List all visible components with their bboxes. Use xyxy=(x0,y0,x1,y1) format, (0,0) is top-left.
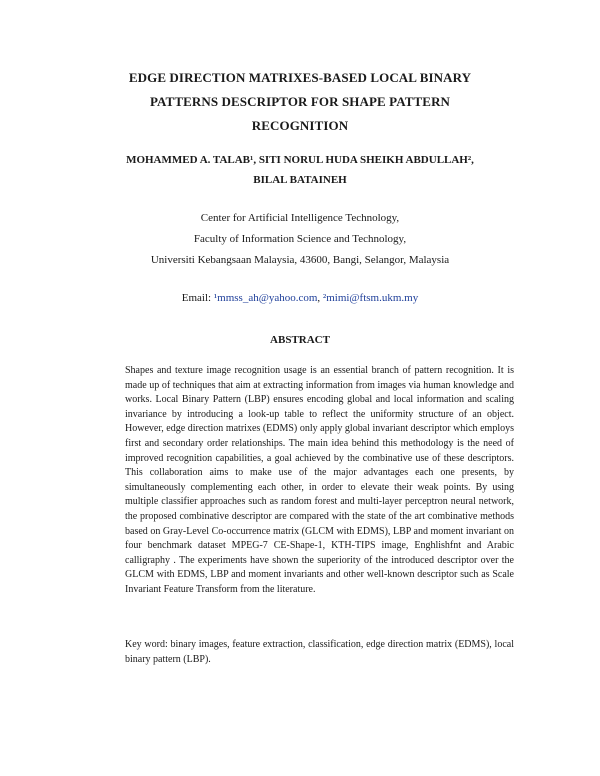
email-label: Email: xyxy=(181,292,214,304)
keywords: Key word: binary images, feature extraction, classification, edge direction matrix (EDMS), local binary pattern (LBP). xyxy=(125,639,514,665)
authors-line-1: MOHAMMED A. TALAB¹, SITI NORUL HUDA SHEIKH ABDULLAH², xyxy=(126,154,474,166)
title-line-3: RECOGNITION xyxy=(251,118,349,133)
affiliation-line-2: Faculty of Information Science and Technology, xyxy=(193,233,407,245)
affiliation xyxy=(60,208,540,271)
title-line-2: PATTERNS DESCRIPTOR FOR SHAPE PATTERN xyxy=(149,94,451,109)
email-line xyxy=(60,290,540,306)
title-line-1: EDGE DIRECTION MATRIXES-BASED LOCAL BINARY xyxy=(128,70,472,85)
email-separator: , xyxy=(317,292,323,304)
author-list xyxy=(50,150,550,190)
paper-title xyxy=(60,66,540,138)
authors-line-2: BILAL BATAINEH xyxy=(253,174,347,186)
abstract-heading: ABSTRACT xyxy=(270,334,330,346)
email-address-1[interactable]: ¹mmss_ah@yahoo.com xyxy=(213,292,318,304)
affiliation-line-1: Center for Artificial Intelligence Technology, xyxy=(200,212,400,224)
affiliation-line-3: Universiti Kebangsaan Malaysia, 43600, Bangi, Selangor, Malaysia xyxy=(150,254,450,266)
abstract-body: Shapes and texture image recognition usage is an essential branch of pattern recognition. It is made up of techniques that aim at extracting information from images via human knowledge and works. Local Binary Pattern (LBP) ensures encoding global and local information and scaling invariance by introducing a look-up table to reflect the uniformity structure of an object. However, edge direction matrixes (EDMS) only apply global invariant descriptor which employs first and secondary order relationships. The main idea behind this methodology is the need of improved recognition capabilities, a goal achieved by the combinative use of these descriptors. This collaboration aims to make use of the major advantages each one presents, by simultaneously complementing each other, in order to elevate their weak points. By using multiple classifier approaches such as random forest and multi-layer perceptron neural network, the proposed combinative descriptor are compared with the state of the art combinative methods based on Gray-Level Co-occurrence matrix (GLCM with EDMS), LBP and moment invariant on four benchmark dataset MPEG-7 CE-Shape-1, KTH-TIPS image, Enghlishfnt and Arabic calligraphy . The experiments have shown the superiority of the introduced descriptor over the GLCM with EDMS, LBP and moment invariants and other well-known descriptor such as Scale Invariant Feature Transform from the literature. xyxy=(125,365,514,595)
email-address-2[interactable]: ²mimi@ftsm.ukm.my xyxy=(322,292,419,304)
